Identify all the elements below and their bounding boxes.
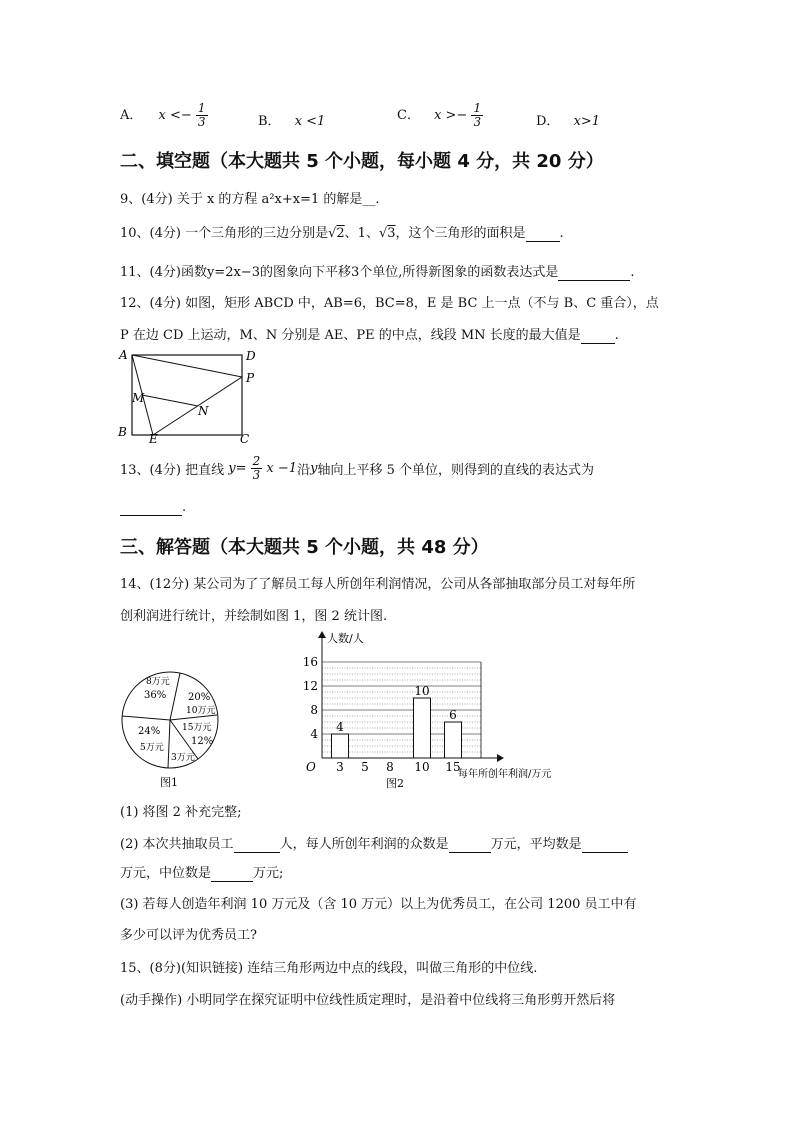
- label-e: E: [149, 432, 158, 445]
- bar-value-label: 6: [449, 708, 457, 722]
- question-12-line1: 12、(4分) 如图，矩形 ABCD 中，AB=6，BC=8，E 是 BC 上一点（不与 B、C 重合），点: [120, 296, 659, 311]
- question-14-sub3-line2: 多少可以评为优秀员工?: [120, 928, 257, 943]
- question-14-sub2: (2) 本次共抽取员工 人，每人所创年利润的众数是 万元，平均数是: [120, 833, 628, 853]
- y-tick-label: 8: [310, 703, 318, 717]
- question-9: 9、(4分) 关于 x 的方程 a²x+x=1 的解是__.: [120, 192, 380, 207]
- sqrt-icon: √: [378, 226, 388, 241]
- question-13-blank-line: .: [120, 500, 186, 516]
- option-c: C． x >− $\frac{1}{3}$: [397, 101, 482, 129]
- answer-blank[interactable]: [581, 328, 615, 344]
- question-12-line2: P 在边 CD 上运动，M、N 分别是 AE、PE 的中点，线段 MN 长度的最大值是 .: [120, 328, 619, 343]
- question-10: 10、(4分) 一个三角形的三边分别是√2、1、√3，这个三角形的面积是 .: [120, 226, 564, 241]
- pie-label: 20%: [188, 692, 211, 703]
- pie-label: 12%: [191, 736, 214, 747]
- x-tick-label: 8: [386, 760, 394, 774]
- answer-blank[interactable]: [211, 866, 253, 882]
- question-11: 11、(4分)函数y=2x−3的图象向下平移3个单位,所得新图象的函数表达式是 .: [120, 265, 635, 280]
- origin-label: O: [306, 760, 316, 774]
- section-3-title: 三、解答题（本大题共 5 个小题，共 48 分）: [120, 537, 489, 558]
- x-tick-label: 5: [361, 760, 369, 774]
- question-13: 13、(4分) 把直线 y= $\frac{2}{3}$ x −1沿y轴向上平移 5 个单位，则得到的直线的表达式为: [120, 454, 594, 482]
- pie-label: 8万元: [146, 677, 170, 687]
- label-p: P: [246, 371, 255, 385]
- answer-blank[interactable]: [234, 837, 280, 853]
- question-14-sub1: (1) 将图 2 补充完整;: [120, 805, 242, 820]
- label-c: C: [240, 432, 250, 445]
- option-b: B． x <1: [258, 114, 326, 129]
- answer-blank[interactable]: [582, 837, 628, 853]
- section-2-title: 二、填空题（本大题共 5 个小题，每小题 4 分，共 20 分）: [120, 151, 604, 172]
- rectangle-figure: [112, 345, 272, 445]
- pie-label: 5万元: [140, 743, 164, 753]
- fraction: $\frac{1}{3}$: [473, 101, 482, 129]
- bar-chart: [298, 628, 568, 793]
- fraction: $\frac{2}{3}$: [252, 454, 261, 482]
- answer-blank[interactable]: [558, 265, 630, 281]
- y-tick-label: 4: [310, 727, 318, 741]
- option-a: A． x <− $\frac{1}{3}$: [120, 101, 206, 129]
- pie-label: 3万元: [171, 753, 195, 763]
- bar-value-label: 10: [414, 684, 430, 698]
- answer-blank[interactable]: [526, 226, 560, 242]
- y-axis-label: 人数/人: [327, 632, 364, 645]
- pie-label: 10万元: [186, 706, 216, 716]
- fraction: $\frac{1}{3}$: [197, 101, 206, 129]
- label-n: N: [198, 404, 209, 418]
- label-m: M: [132, 391, 145, 405]
- bar: [332, 734, 349, 758]
- pie-label: 15万元: [182, 723, 212, 733]
- label-d: D: [246, 349, 256, 363]
- x-axis-label: 每年所创年利润/万元: [458, 769, 552, 780]
- question-14-line2: 创利润进行统计，并绘制如图 1，图 2 统计图.: [120, 609, 388, 624]
- figure-caption: 图2: [386, 777, 404, 790]
- option-d: D． x>1: [536, 114, 601, 129]
- question-14-sub3-line1: (3) 若每人创造年利润 10 万元及（含 10 万元）以上为优秀员工，在公司 1200 员工中有: [120, 897, 637, 912]
- answer-blank[interactable]: [449, 837, 491, 853]
- question-14-sub2-cont: 万元，中位数是 万元;: [120, 866, 284, 881]
- sqrt-icon: √: [328, 226, 337, 241]
- pie-chart: [118, 660, 228, 795]
- bar: [445, 722, 462, 758]
- question-15-line2: (动手操作) 小明同学在探究证明中位线性质定理时，是沿着中位线将三角形剪开然后将: [120, 993, 616, 1008]
- label-b: B: [118, 425, 127, 439]
- y-tick-label: 12: [302, 679, 318, 693]
- bar: [414, 698, 431, 758]
- question-14-line1: 14、(12分) 某公司为了了解员工每人所创年利润情况，公司从各部抽取部分员工对每年所: [120, 577, 636, 592]
- x-tick-label: 15: [445, 760, 461, 774]
- y-tick-label: 16: [302, 655, 318, 669]
- question-15-line1: 15、(8分)(知识链接) 连结三角形两边中点的线段，叫做三角形的中位线.: [120, 961, 538, 976]
- x-tick-label: 3: [336, 760, 344, 774]
- label-a: A: [119, 348, 128, 362]
- x-tick-label: 10: [414, 760, 430, 774]
- answer-blank[interactable]: [120, 500, 182, 516]
- bar-value-label: 4: [336, 720, 344, 734]
- pie-label: 24%: [138, 726, 161, 737]
- figure-caption: 图1: [160, 776, 178, 789]
- pie-label: 36%: [144, 690, 167, 701]
